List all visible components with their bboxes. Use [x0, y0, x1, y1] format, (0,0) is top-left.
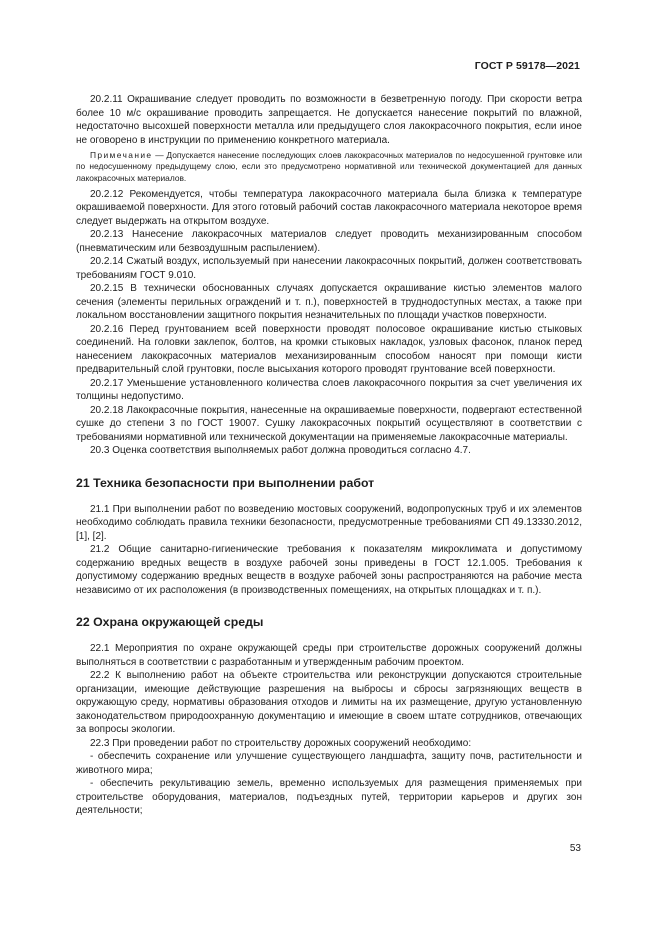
note-text: — Допускается нанесение последующих слоев лакокрасочных материалов по недосушенной грунтовке или по недосушенному предыдущему слою, если это предусмотрено нормативной или технической документацией для данных лакокрасочных материалов.	[76, 150, 582, 183]
section-heading-22: 22 Охрана окружающей среды	[76, 615, 264, 630]
note	[76, 150, 582, 184]
paragraph-22-2: 22.2 К выполнению работ на объекте строительства или реконструкции допускаются строительные организации, имеющие действующие разрешения на выбросы и сбросы загрязняющих веществ в окружающую среду, нормативы образования отходов и лимиты на их размещение, другую установленную законодательством природоохранную документацию и имеющие в своем штате сотрудников, отвечающих за вопросы экологии.	[76, 670, 582, 736]
page-number: 53	[569, 843, 581, 854]
paragraph-20-2-15: 20.2.15 В технически обоснованных случаях допускается окрашивание кистью элементов малого сечения (элементы перильных ограждений и т. п.), поверхностей в труднодоступных местах, а также при локальном восстановлении защитного покрытия незначительных по площади участков поверхности.	[76, 283, 582, 322]
paragraph-20-2-17: 20.2.17 Уменьшение установленного количества слоев лакокрасочного покрытия за счет увеличения их толщины недопустимо.	[76, 377, 582, 403]
paragraph-20-2-11: 20.2.11 Окрашивание следует проводить по возможности в безветренную погоду. При скорости ветра более 10 м/с окрашивание проводить запрещается. Не допускается нанесение покрытий по влажной, недостаточно высохшей поверхности металла или предыдущего слоя лакокрасочного покрытия, если иное не оговорено в инструкции по применению конкретного материала.	[76, 94, 582, 146]
list-item-landscape: - обеспечить сохранение или улучшение существующего ландшафта, защиту почв, растительности и животного мира;	[76, 751, 582, 776]
paragraph-21-1: 21.1 При выполнении работ по возведению мостовых сооружений, водопропускных труб и их элементов необходимо соблюдать правила техники безопасности, предусмотренные требованиями СП 49.13330.2012, [1], [2].	[76, 503, 582, 542]
paragraph-20-2-16: 20.2.16 Перед грунтованием всей поверхности проводят полосовое окрашивание кистью стыковых соединений. На головки заклепок, болтов, на кромки стыковых накладок, узловых фасонок, планок перед нанесением лакокрасочных материалов механизированным способом наносят при помощи кисти предварительный слой грунтовки, после высыхания которого проводят грунтование всей поверхности.	[76, 323, 582, 376]
paragraph-22-3: 22.3 При проведении работ по строительству дорожных сооружений необходимо:	[90, 737, 472, 749]
document-id: ГОСТ Р 59178—2021	[474, 60, 580, 72]
page-body	[76, 93, 582, 818]
note-label: Примечание	[90, 150, 153, 160]
paragraph-20-2-14: 20.2.14 Сжатый воздух, используемый при нанесении лакокрасочных покрытий, должен соответствовать требованиям ГОСТ 9.010.	[76, 256, 582, 281]
paragraph-20-2-13: 20.2.13 Нанесение лакокрасочных материалов следует проводить механизированным способом (пневматическим или безвоздушным распылением).	[76, 229, 582, 254]
paragraph-20-2-12: 20.2.12 Рекомендуется, чтобы температура лакокрасочного материала была близка к температуре окрашиваемой поверхности. Для этого готовый рабочий состав лакокрасочного материала некоторое время следует выдержать на открытом воздухе.	[76, 188, 582, 227]
paragraph-22-1: 22.1 Мероприятия по охране окружающей среды при строительстве дорожных сооружений должны выполняться в соответствии с разработанным и утвержденным рабочим проектом.	[76, 643, 582, 668]
section-heading-21: 21 Техника безопасности при выполнении работ	[76, 475, 375, 490]
paragraph-20-3: 20.3 Оценка соответствия выполняемых работ должна проводиться согласно 4.7.	[90, 445, 471, 457]
paragraph-21-2: 21.2 Общие санитарно-гигиенические требования к показателям микроклимата и допустимому содержанию вредных веществ в воздухе рабочей зоны приведены в ГОСТ 12.1.005. Требования к допустимому содержанию вредных веществ в воздухе рабочей зоны распространяются на рабочие места независимо от их расположения (в производственных помещениях, на открытых площадках и т. п.).	[76, 544, 582, 596]
list-item-recultivation: - обеспечить рекультивацию земель, временно используемых для размещения применяемых при строительстве оборудования, материалов, подъездных путей, территории карьеров и других зон деятельности;	[76, 778, 582, 817]
paragraph-20-2-18: 20.2.18 Лакокрасочные покрытия, нанесенные на окрашиваемые поверхности, подвергают естественной сушке до степени 3 по ГОСТ 19007. Сушку лакокрасочных покрытий осуществляют в соответствии с требованиями нормативной или технической документации на применяемые лакокрасочные материалы.	[76, 404, 582, 443]
